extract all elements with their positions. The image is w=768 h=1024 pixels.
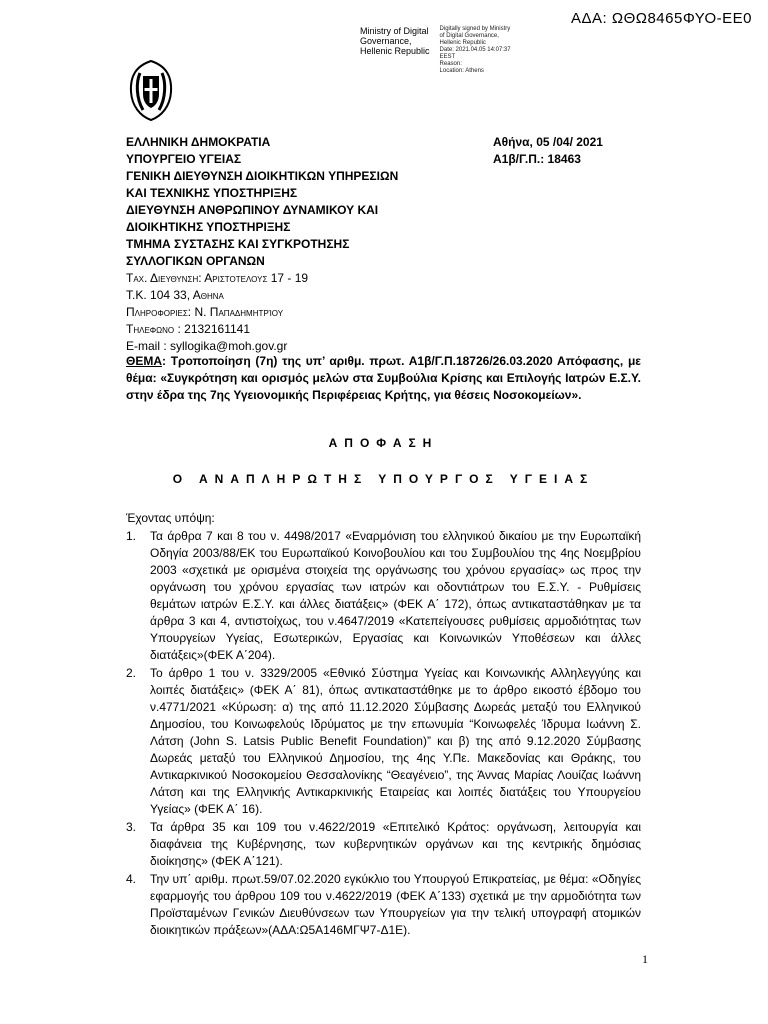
item-number: 1. bbox=[126, 529, 137, 543]
subject-paragraph bbox=[126, 353, 641, 404]
contact-address: Ταχ. Διευθυνση: Αριστοτελους 17 - 19 bbox=[126, 271, 309, 285]
signature-detail-line: Hellenic Republic bbox=[439, 40, 486, 46]
signature-detail-line: Reason: bbox=[439, 61, 462, 67]
page-number: 1 bbox=[642, 952, 648, 966]
signature-details bbox=[440, 26, 511, 75]
subject-text: : Τροποποίηση (7η) της υπ’ αριθμ. πρωτ. Α1β/Γ.Π.18726/26.03.2020 Απόφασης, με θέμα: «Συγκρότηση και ορισμός μελών στα Συμβούλια Κρίσης και Επιλογής Ιατρών Ε.Σ.Υ. στην έδρα της 7ης Υγειονομικής Περιφέρειας Κρήτης, για θέσεις Νοσοκομείων». bbox=[126, 354, 641, 402]
signature-org-line: Governance, bbox=[360, 36, 412, 46]
item-number: 3. bbox=[126, 820, 137, 834]
signature-org bbox=[360, 26, 430, 75]
item-text: Τα άρθρα 7 και 8 του ν. 4498/2017 «Εναρμόνιση του ελληνικού δικαίου με την Ευρωπαϊκή Οδηγία 2003/88/ΕΚ του Ευρωπαϊκού Κοινοβουλίου και του Συμβουλίου της 4ης Νοεμβρίου 2003 «σχετικά με ορισμένα στοιχεία της οργάνωσης του χρόνου εργασίας» ως προς την οργάνωση του χρόνου εργασίας των ιατρών και οδοντιάτρων του Ε.Σ.Υ. - Ρυθμίσεις θεμάτων ιατρών Ε.Σ.Υ. και άλλες διατάξεις» (ΦΕΚ Α΄ 172), όπως αντικαταστάθηκαν με τα άρθρα 3 και 4, αντιστοίχως, του ν.4647/2019 «Κατεπείγουσες ρυθμίσεις αρμοδιότητας των Υπουργείων Υγείας, Εσωτερικών, Εργασίας και Κοινωνικών Υποθέσεων και άλλες διατάξεις»(ΦΕΚ Α΄204). bbox=[150, 529, 641, 662]
subject-label: ΘΕΜΑ bbox=[126, 354, 162, 368]
document-title: ΑΠΟΦΑΣΗ bbox=[328, 436, 439, 450]
signature-detail-line: Location: Athens bbox=[439, 68, 484, 74]
signature-detail-line: EEST bbox=[439, 54, 456, 60]
coat-of-arms-emblem bbox=[126, 58, 176, 122]
signature-org-line: Hellenic Republic bbox=[360, 46, 430, 56]
authority-line: ΤΜΗΜΑ ΣΥΣΤΑΣΗΣ ΚΑΙ ΣΥΓΚΡΟΤΗΣΗΣ bbox=[126, 237, 350, 251]
authority-line: ΓΕΝΙΚΗ ΔΙΕΥΘΥΝΣΗ ΔΙΟΙΚΗΤΙΚΩΝ ΥΠΗΡΕΣΙΩΝ bbox=[126, 169, 399, 183]
signature-detail-line: Digitally signed by Ministry bbox=[439, 26, 511, 32]
contact-email: E-mail : syllogika@moh.gov.gr bbox=[126, 339, 288, 353]
contact-postal: Τ.Κ. 104 33, Αθηνα bbox=[126, 288, 224, 302]
authority-line: ΚΑΙ ΤΕΧΝΙΚΗΣ ΥΠΟΣΤΗΡΙΞΗΣ bbox=[126, 186, 298, 200]
list-item bbox=[126, 528, 641, 664]
protocol-number: Α1β/Γ.Π.: 18463 bbox=[493, 152, 581, 166]
digital-signature bbox=[360, 26, 511, 75]
authority-line: ΔΙΕΥΘΥΝΣΗ ΑΝΘΡΩΠΙΝΟΥ ΔΥΝΑΜΙΚΟΥ ΚΑΙ bbox=[126, 203, 379, 217]
list-item bbox=[126, 819, 641, 870]
item-number: 2. bbox=[126, 666, 137, 680]
issuer-title: Ο ΑΝΑΠΛΗΡΩΤΗΣ ΥΠΟΥΡΓΟΣ ΥΓΕΙΑΣ bbox=[172, 472, 595, 486]
contact-info: Πληροφοριες: Ν. Παπαδημητρίου bbox=[126, 305, 284, 319]
considerations-list bbox=[126, 528, 641, 940]
authority-line: ΕΛΛΗΝΙΚΗ ΔΗΜΟΚΡΑΤΙΑ bbox=[126, 135, 271, 149]
list-item bbox=[126, 871, 641, 939]
authority-line: ΔΙΟΙΚΗΤΙΚΗΣ ΥΠΟΣΤΗΡΙΞΗΣ bbox=[126, 220, 291, 234]
authority-line: ΣΥΛΛΟΓΙΚΩΝ ΟΡΓΑΝΩΝ bbox=[126, 254, 265, 268]
item-number: 4. bbox=[126, 872, 137, 886]
document-reference bbox=[493, 134, 603, 168]
ada-code: ΑΔΑ: ΩΘΩ8465ΦΥΟ-ΕΕ0 bbox=[571, 10, 752, 27]
issuing-authority bbox=[126, 134, 398, 355]
item-text: Τα άρθρα 35 και 109 του ν.4622/2019 «Επιτελικό Κράτος: οργάνωση, λειτουργία και διαφάνεια της Κυβέρνησης, των κυβερνητικών οργάνων και της κεντρικής δημόσιας διοίκησης» (ΦΕΚ Α΄121). bbox=[150, 820, 641, 868]
item-text: Την υπ΄ αριθμ. πρωτ.59/07.02.2020 εγκύκλιο του Υπουργού Επικρατείας, με θέμα: «Οδηγίες εφαρμογής του άρθρου 109 του ν.4622/2019 (ΦΕΚ Α΄133) σχετικά με την αρμοδιότητα των Προϊσταμένων Γενικών Διευθύνσεων των Υπουργείων για την τελική υπογραφή ατομικών διοικητικών πράξεων»(ΑΔΑ:Ω5Α146ΜΓΨ7-Δ1Ε). bbox=[150, 872, 641, 937]
item-text: Το άρθρο 1 του ν. 3329/2005 «Εθνικό Σύστημα Υγείας και Κοινωνικής Αλληλεγγύης και λοιπές διατάξεις» (ΦΕΚ Α΄ 81), όπως αντικαταστάθηκε με το άρθρο εικοστό έβδομο του ν.4771/2021 «Κύρωση: α) της από 11.12.2020 Σύμβασης Δωρεάς μεταξύ του Ελληνικού Δημοσίου, του Κοινωφελούς Ιδρύματος με την επωνυμία “Κοινωφελές Ίδρυμα Ιωάννη Σ. Λάτση (John S. Latsis Public Benefit Foundation)” και β) της από 9.12.2020 Σύμβασης Δωρεάς μεταξύ του Ελληνικού Δημοσίου, της 4ης Υ.Πε. Μακεδονίας και Θράκης, του Αντικαρκινικού Νοσοκομείου Θεσσαλονίκης “Θεαγένειο”, της Άννας Μαρίας Λουίζας Ιωάννη Λάτση και της Ελληνικής Αντικαρκινικής Εταιρείας και λοιπές διατάξεις του Υπουργείου Υγείας» (ΦΕΚ Α΄ 16). bbox=[150, 666, 641, 816]
list-item bbox=[126, 665, 641, 818]
contact-phone: Τηλεφωνο : 2132161141 bbox=[126, 322, 250, 336]
signature-org-line: Ministry of Digital bbox=[360, 26, 429, 36]
signature-detail-line: of Digital Governance, bbox=[439, 33, 499, 39]
considering-heading: Έχοντας υπόψη: bbox=[126, 511, 215, 525]
signature-detail-line: Date: 2021.04.05 14:07:37 bbox=[439, 47, 511, 53]
document-date: Αθήνα, 05 /04/ 2021 bbox=[493, 135, 603, 149]
authority-line: ΥΠΟΥΡΓΕΙΟ ΥΓΕΙΑΣ bbox=[126, 152, 242, 166]
